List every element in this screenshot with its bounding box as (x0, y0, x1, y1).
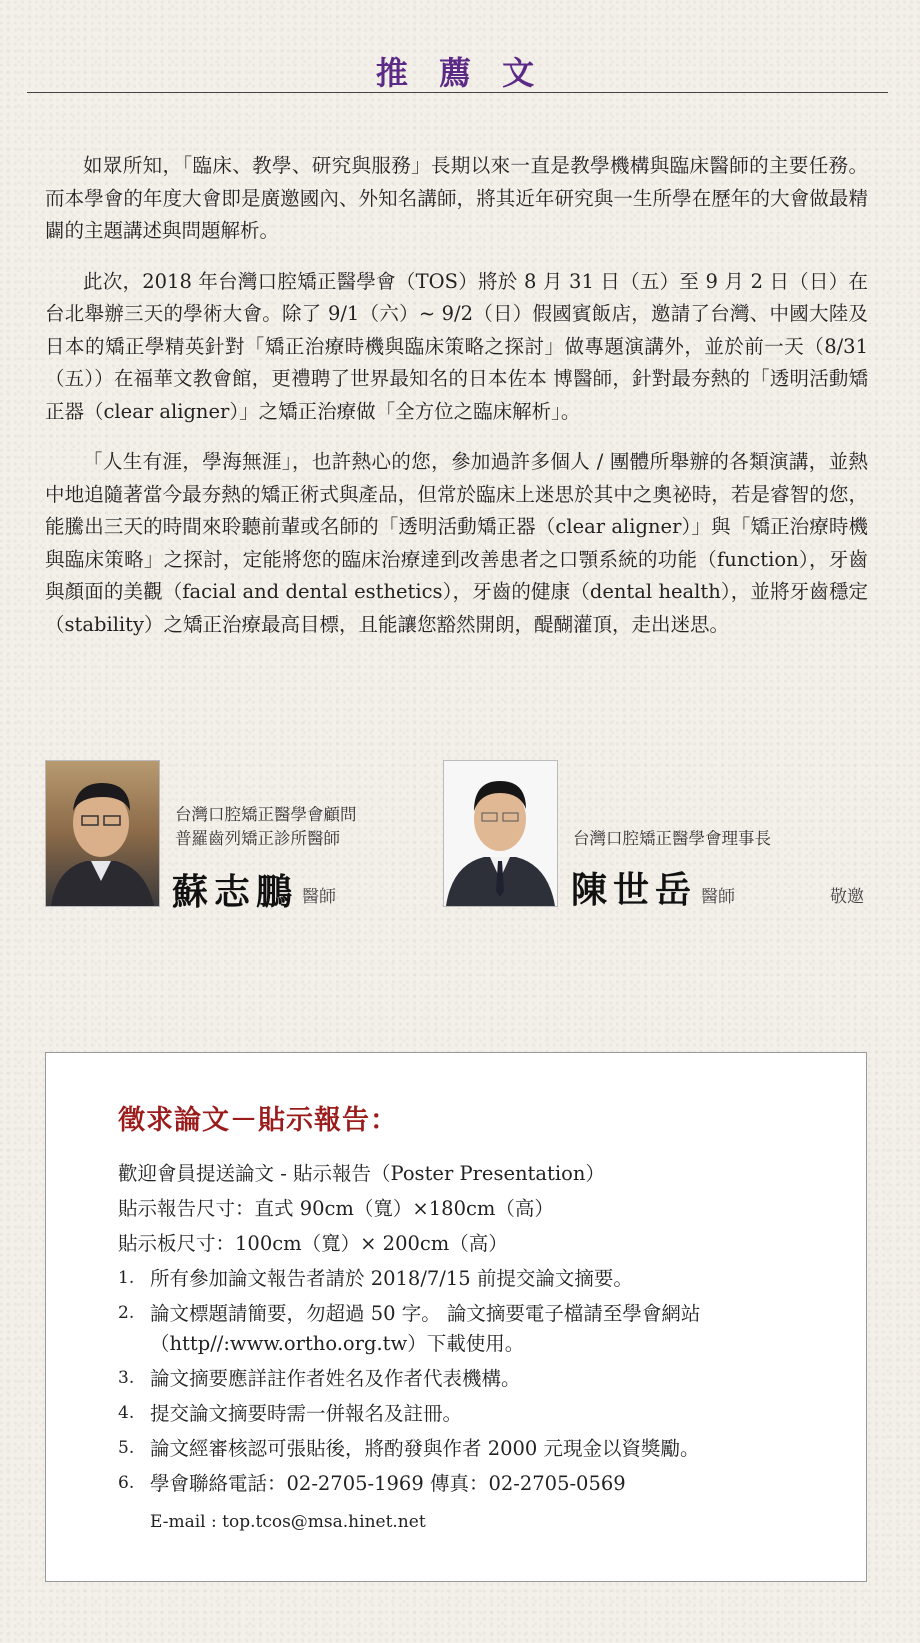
page-title: 推 薦 文 (375, 54, 545, 92)
closing-text: 敬邀 (830, 887, 864, 907)
signer-2-title: 醫師 (701, 887, 735, 907)
list-item (118, 1261, 818, 1296)
contact-email: E-mail : top.tcos@msa.hinet.net (150, 1512, 426, 1532)
intro-line: 歡迎會員提送論文 - 貼示報告（Poster Presentation） (118, 1162, 605, 1185)
item-text: 所有參加論文報告者請於 2018/7/15 前提交論文摘要。 (150, 1267, 633, 1290)
list-item (118, 1431, 818, 1466)
item-number: 6. (118, 1473, 135, 1493)
item-text: 論文經審核認可張貼後，將酌發與作者 2000 元現金以資獎勵。 (150, 1437, 700, 1460)
signer-2-org: 台灣口腔矯正醫學會理事長 (573, 829, 771, 848)
call-for-papers-title: 徵求論文－貼示報告： (118, 1105, 398, 1136)
signer-1-org (175, 803, 357, 851)
requirements-list (118, 1261, 818, 1501)
call-for-papers-content (118, 1156, 818, 1540)
signer-1-org-line1: 台灣口腔矯正醫學會顧問 (175, 805, 357, 824)
signer-1-title: 醫師 (302, 887, 336, 907)
item-text: 學會聯絡電話：02-2705-1969 傳真：02-2705-0569 (150, 1472, 626, 1495)
item-text: 論文標題請簡要，勿超過 50 字。 論文摘要電子檔請至學會網站（http//:www.ortho.org.tw）下載使用。 (150, 1302, 701, 1355)
title-divider (27, 92, 888, 93)
call-for-papers-box (45, 1052, 867, 1582)
item-number: 3. (118, 1368, 135, 1388)
signer-2-name: 陳世岳 (571, 869, 698, 911)
item-number: 1. (118, 1268, 135, 1288)
item-number: 5. (118, 1438, 135, 1458)
intro-line: 貼示板尺寸：100cm（寬）× 200cm（高） (118, 1232, 508, 1255)
signer-2-photo (443, 760, 558, 907)
item-number: 4. (118, 1403, 135, 1423)
list-item (118, 1396, 818, 1431)
item-number: 2. (118, 1303, 135, 1323)
paragraph-3: 「人生有涯，學海無涯」，也許熱心的您，參加過許多個人 / 團體所舉辦的各類演講，並熱中地追隨著當今最夯熱的矯正術式與產品，但常於臨床上迷思於其中之奧祕時，若是睿智的您，能騰出三天的時間來聆聽前輩或名師的「透明活動矯正器（clear aligner）」與「矯正治療時機與臨床策略」之探討，定能將您的臨床治療達到改善患者之口顎系統的功能（function），牙齒與顏面的美觀（facial and dental esthetics），牙齒的健康（dental health），並將牙齒穩定（stability）之矯正治療最高目標，且能讓您豁然開朗，醍醐灌頂，走出迷思。 (45, 450, 868, 636)
list-item (118, 1361, 818, 1396)
signer-1-photo (45, 760, 160, 907)
item-text: 論文摘要應詳註作者姓名及作者代表機構。 (150, 1367, 521, 1390)
portrait-icon (444, 761, 557, 906)
paragraph-2: 此次，2018 年台灣口腔矯正醫學會（TOS）將於 8 月 31 日（五）至 9 月 2 日（日）在台北舉辦三天的學術大會。除了 9/1（六）~ 9/2（日）假國賓飯店，邀請了台灣、中國大陸及日本的矯正學精英針對「矯正治療時機與臨床策略之探討」做專題演講外，並於前一天（8/31（五））在福華文教會館，更禮聘了世界最知名的日本佐本 博醫師，針對最夯熱的「透明活動矯正器（clear aligner）」之矯正治療做「全方位之臨床解析」。 (45, 269, 868, 423)
item-text: 提交論文摘要時需一併報名及註冊。 (150, 1402, 463, 1425)
portrait-icon (46, 761, 159, 906)
list-item (118, 1466, 818, 1501)
signer-1-org-line2: 普羅齒列矯正診所醫師 (175, 829, 340, 848)
paragraph-1: 如眾所知，「臨床、教學、研究與服務」長期以來一直是教學機構與臨床醫師的主要任務。而本學會的年度大會即是廣邀國內、外知名講師，將其近年研究與一生所學在歷年的大會做最精闢的主題講述與問題解析。 (45, 154, 868, 242)
signer-1-name: 蘇志鵬 (172, 871, 299, 913)
list-item (118, 1296, 818, 1361)
intro-line: 貼示報告尺寸：直式 90cm（寬）×180cm（高） (118, 1197, 554, 1220)
recommendation-body (45, 150, 868, 659)
